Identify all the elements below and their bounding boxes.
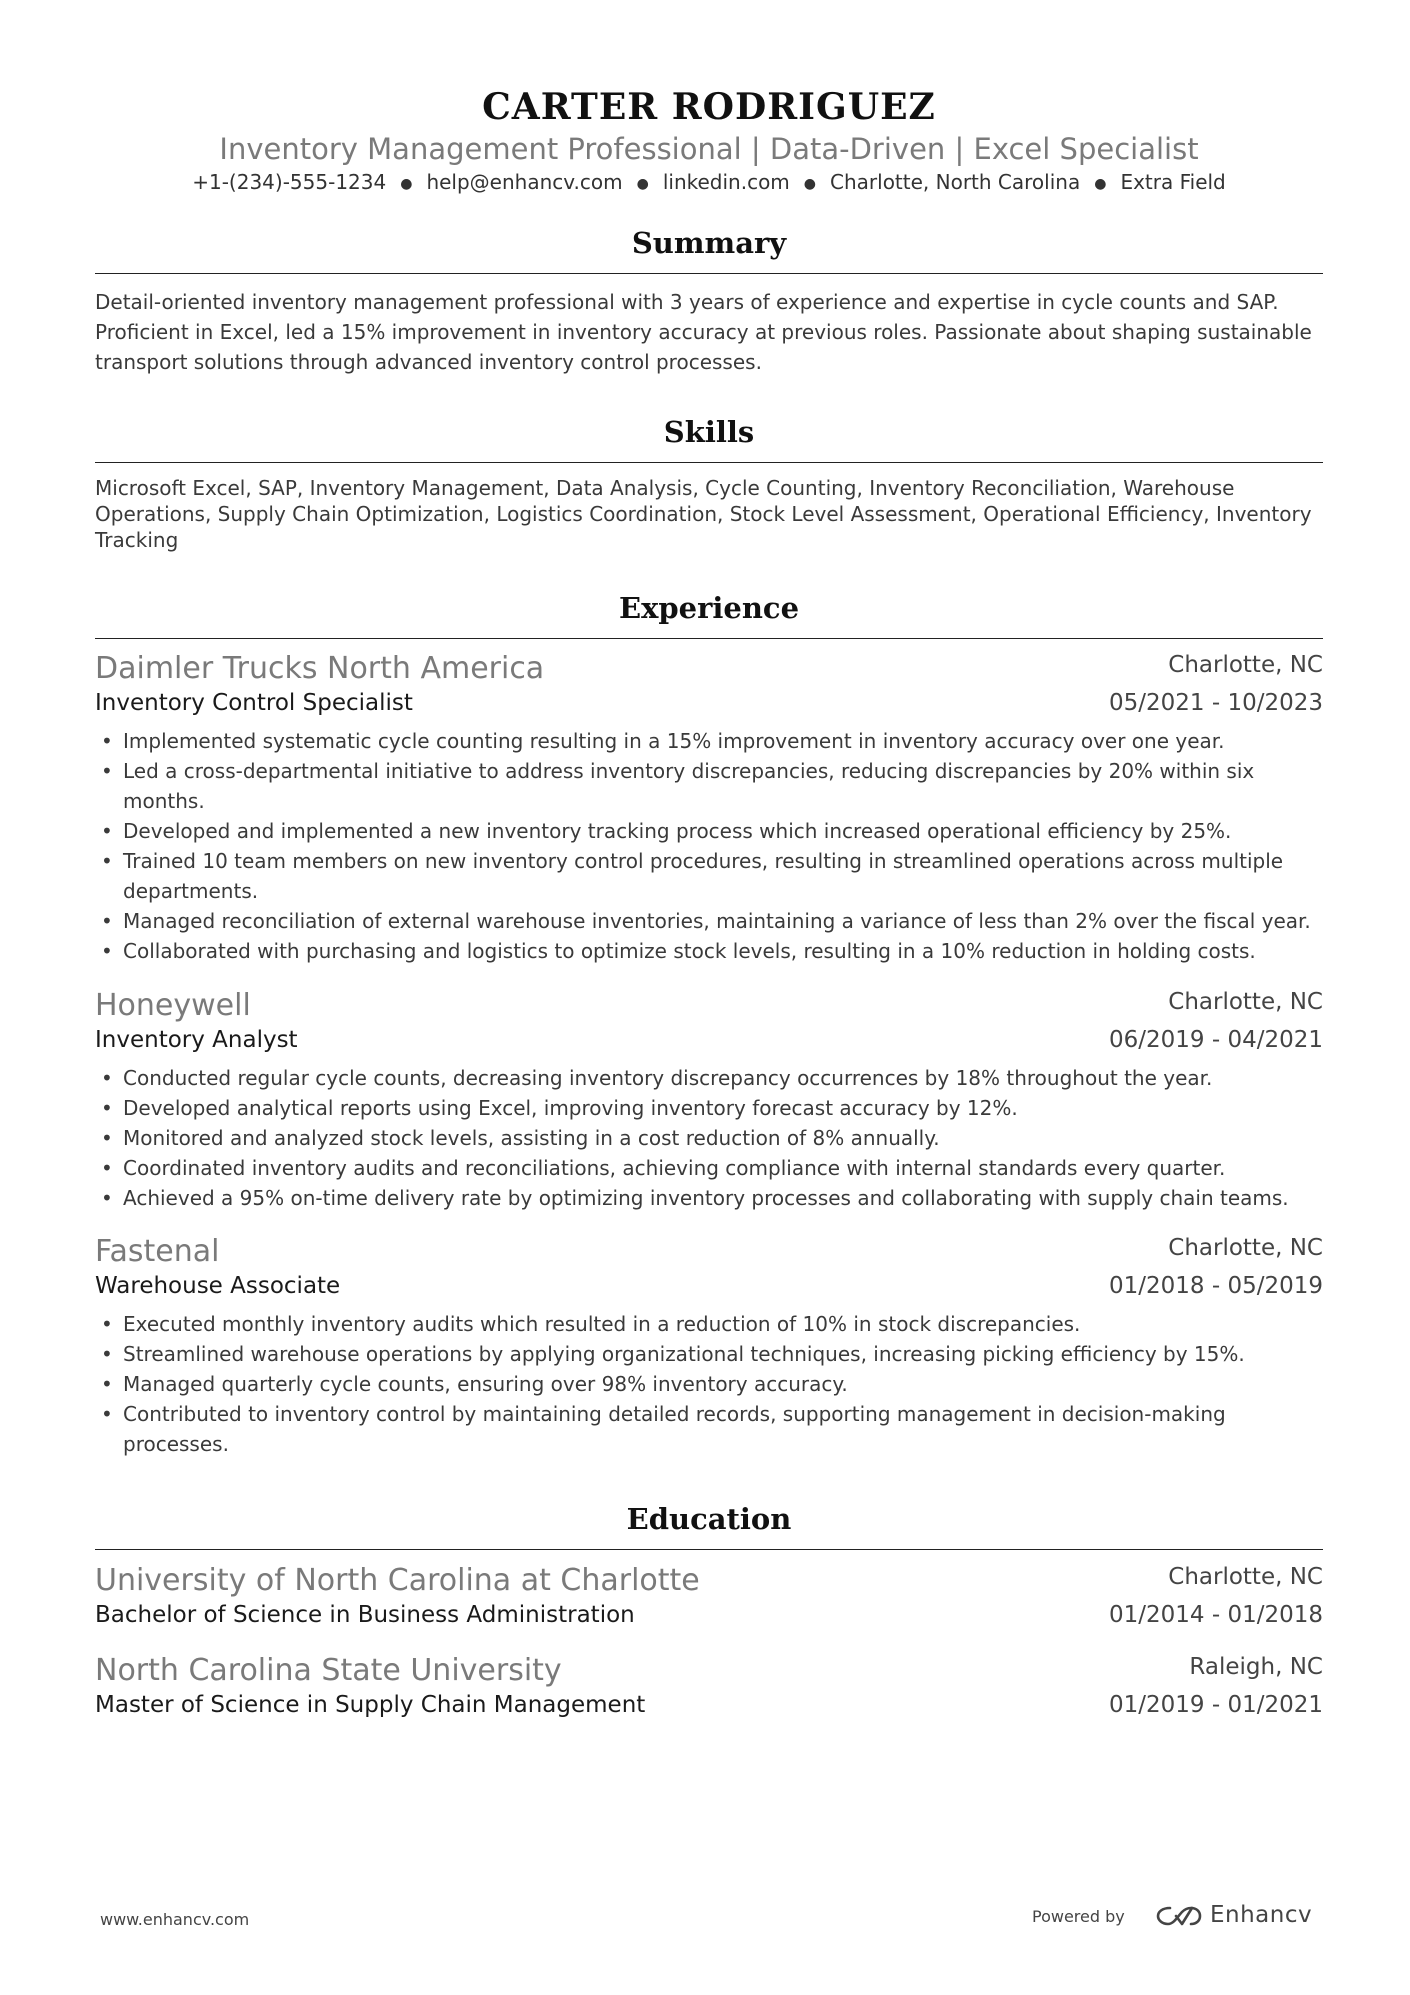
job-location: Charlotte, NC bbox=[1168, 652, 1323, 678]
bullet-separator: ● bbox=[1094, 175, 1107, 192]
summary-heading: Summary bbox=[631, 226, 787, 260]
list-item: • Conducted regular cycle counts, decreasing inventory discrepancy occurrences by 18% throughout the year. bbox=[95, 1063, 1323, 1093]
list-item: • Led a cross-departmental initiative to address inventory discrepancies, reducing discrepancies by 20% within six months. bbox=[95, 756, 1323, 816]
list-item: • Achieved a 95% on-time delivery rate by optimizing inventory processes and collaborating with supply chain teams. bbox=[95, 1183, 1323, 1213]
bullet-separator: ● bbox=[400, 175, 413, 192]
powered-by-label: Powered by bbox=[1032, 1907, 1125, 1926]
contact-line bbox=[95, 170, 1323, 194]
list-item: • Developed and implemented a new inventory tracking process which increased operational efficiency by 25%. bbox=[95, 816, 1323, 846]
summary-text: Detail-oriented inventory management professional with 3 years of experience and expertise in cycle counts and SAP. Proficient in Excel, led a 15% improvement in inventory accuracy at previous roles. Passionate about shaping sustainable transport solutions through advanced inventory control processes. bbox=[95, 290, 1312, 374]
list-item: • Monitored and analyzed stock levels, assisting in a cost reduction of 8% annually. bbox=[95, 1123, 1323, 1153]
list-item: • Implemented systematic cycle counting resulting in a 15% improvement in inventory accuracy over one year. bbox=[95, 726, 1323, 756]
bullet-separator: ● bbox=[636, 175, 649, 192]
company-name: Fastenal bbox=[95, 1234, 220, 1269]
job-bullets bbox=[95, 1309, 1323, 1459]
list-item: • Collaborated with purchasing and logistics to optimize stock levels, resulting in a 10% reduction in holding costs. bbox=[95, 936, 1323, 966]
school-name: University of North Carolina at Charlotte bbox=[95, 1563, 700, 1598]
list-item: • Streamlined warehouse operations by applying organizational techniques, increasing picking efficiency by 15%. bbox=[95, 1339, 1323, 1369]
job-title: Inventory Analyst bbox=[95, 1027, 298, 1053]
candidate-headline: Inventory Management Professional | Data-Driven | Excel Specialist bbox=[219, 132, 1199, 166]
linkedin-link[interactable]: linkedin.com bbox=[662, 170, 790, 194]
location-text: Charlotte, North Carolina bbox=[830, 170, 1081, 194]
school-name: North Carolina State University bbox=[95, 1653, 562, 1688]
education-dates: 01/2014 - 01/2018 bbox=[1108, 1602, 1323, 1628]
list-item: • Managed quarterly cycle counts, ensuring over 98% inventory accuracy. bbox=[95, 1369, 1323, 1399]
school-location: Charlotte, NC bbox=[1168, 1564, 1323, 1590]
skills-text: Microsoft Excel, SAP, Inventory Management, Data Analysis, Cycle Counting, Inventory Reconciliation, Warehouse Operations, Supply Chain Optimization, Logistics Coordination, Stock Level Assessment, Operational Efficiency, Inventory Tracking bbox=[95, 476, 1312, 552]
experience-divider bbox=[95, 638, 1323, 639]
bullet-separator: ● bbox=[803, 175, 817, 192]
phone-text: +1-(234)-555-1234 bbox=[192, 170, 387, 194]
job-dates: 06/2019 - 04/2021 bbox=[1108, 1027, 1323, 1053]
job-dates: 05/2021 - 10/2023 bbox=[1108, 690, 1323, 716]
job-title: Inventory Control Specialist bbox=[95, 690, 413, 716]
job-bullets bbox=[95, 1063, 1323, 1213]
experience-heading: Experience bbox=[618, 591, 800, 625]
list-item: • Coordinated inventory audits and reconciliations, achieving compliance with internal standards every quarter. bbox=[95, 1153, 1323, 1183]
degree-name: Master of Science in Supply Chain Management bbox=[95, 1692, 646, 1718]
skills-divider bbox=[95, 462, 1323, 463]
list-item: • Developed analytical reports using Excel, improving inventory forecast accuracy by 12%. bbox=[95, 1093, 1323, 1123]
job-location: Charlotte, NC bbox=[1168, 989, 1323, 1015]
job-bullets bbox=[95, 726, 1323, 966]
company-name: Honeywell bbox=[95, 988, 251, 1023]
extra-field-text: Extra Field bbox=[1120, 170, 1226, 194]
list-item: • Contributed to inventory control by maintaining detailed records, supporting management in decision-making processes. bbox=[95, 1399, 1323, 1459]
job-title: Warehouse Associate bbox=[95, 1273, 341, 1299]
email-link[interactable]: help@enhancv.com bbox=[426, 170, 623, 194]
education-heading: Education bbox=[626, 1502, 792, 1536]
summary-divider bbox=[95, 273, 1323, 274]
job-location: Charlotte, NC bbox=[1168, 1235, 1323, 1261]
education-divider bbox=[95, 1549, 1323, 1550]
list-item: • Executed monthly inventory audits which resulted in a reduction of 10% in stock discrepancies. bbox=[95, 1309, 1323, 1339]
job-dates: 01/2018 - 05/2019 bbox=[1108, 1273, 1323, 1299]
education-dates: 01/2019 - 01/2021 bbox=[1108, 1692, 1323, 1718]
footer-website-link[interactable]: www.enhancv.com bbox=[100, 1910, 250, 1929]
list-item: • Trained 10 team members on new inventory control procedures, resulting in streamlined operations across multiple departments. bbox=[95, 846, 1323, 906]
company-name: Daimler Trucks North America bbox=[95, 651, 545, 686]
enhancv-brand-text: Enhancv bbox=[1210, 1902, 1313, 1928]
school-location: Raleigh, NC bbox=[1189, 1654, 1323, 1680]
candidate-name: CARTER RODRIGUEZ bbox=[482, 86, 936, 128]
degree-name: Bachelor of Science in Business Administration bbox=[95, 1602, 635, 1628]
skills-heading: Skills bbox=[663, 415, 755, 449]
list-item: • Managed reconciliation of external warehouse inventories, maintaining a variance of less than 2% over the fiscal year. bbox=[95, 906, 1323, 936]
